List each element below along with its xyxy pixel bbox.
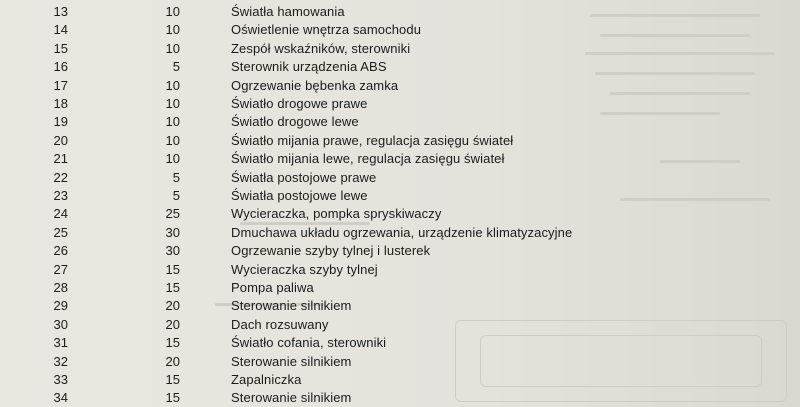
fuse-amperage: 10 xyxy=(165,151,180,167)
table-row xyxy=(0,113,800,131)
fuse-description: Wycieraczka szyby tylnej xyxy=(231,261,378,277)
table-row xyxy=(0,297,800,315)
table-row xyxy=(0,261,800,279)
fuse-number: 21 xyxy=(53,151,68,167)
fuse-description: Oświetlenie wnętrza samochodu xyxy=(231,22,422,38)
fuse-number: 16 xyxy=(53,59,68,75)
table-row xyxy=(0,371,800,389)
fuse-amperage: 15 xyxy=(165,390,180,405)
fuse-amperage: 20 xyxy=(165,353,180,369)
fuse-description: Światło drogowe prawe xyxy=(231,96,368,111)
table-row xyxy=(0,3,800,21)
fuse-amperage: 10 xyxy=(165,96,180,111)
fuse-amperage: 25 xyxy=(165,206,180,222)
fuse-number: 24 xyxy=(53,206,68,222)
fuse-number: 17 xyxy=(53,77,68,93)
table-row xyxy=(0,389,800,407)
fuse-number: 32 xyxy=(53,353,68,369)
fuse-amperage: 10 xyxy=(165,132,180,148)
fuse-number: 23 xyxy=(53,188,68,203)
fuse-amperage: 15 xyxy=(165,261,180,277)
fuse-number: 15 xyxy=(53,40,68,56)
table-row xyxy=(0,95,800,113)
table-row xyxy=(0,169,800,187)
fuse-description: Światła postojowe lewe xyxy=(231,188,368,203)
fuse-description: Sterownik urządzenia ABS xyxy=(231,59,387,75)
fuse-description: Ogrzewanie szyby tylnej i lusterek xyxy=(231,243,431,259)
fuse-number: 19 xyxy=(53,114,68,130)
fuse-number: 22 xyxy=(53,169,68,185)
fuse-number: 27 xyxy=(53,261,68,277)
fuse-number: 13 xyxy=(53,4,68,19)
table-row xyxy=(0,334,800,352)
fuse-amperage: 5 xyxy=(172,169,180,185)
fuse-description: Sterowanie silnikiem xyxy=(231,298,352,314)
fuse-description: Światła postojowe prawe xyxy=(231,169,377,185)
fuse-amperage: 10 xyxy=(165,77,180,93)
fuse-amperage: 30 xyxy=(165,224,180,240)
fuse-amperage: 20 xyxy=(165,298,180,314)
fuse-description: Sterowanie silnikiem xyxy=(231,390,352,405)
fuse-number: 33 xyxy=(53,372,68,387)
fuse-number: 30 xyxy=(53,316,68,332)
table-row xyxy=(0,58,800,76)
fuse-number: 29 xyxy=(53,298,68,314)
fuse-amperage: 15 xyxy=(165,372,180,387)
fuse-amperage: 10 xyxy=(165,4,180,19)
fuse-amperage: 30 xyxy=(165,243,180,259)
table-row xyxy=(0,242,800,260)
fuse-number: 31 xyxy=(53,335,68,351)
fuse-description: Dmuchawa układu ogrzewania, urządzenie klimatyzacyjne xyxy=(231,224,573,240)
fuse-description: Sterowanie silnikiem xyxy=(231,353,352,369)
fuse-description: Światła hamowania xyxy=(231,4,345,19)
fuse-amperage: 10 xyxy=(165,22,180,38)
fuse-amperage: 20 xyxy=(165,316,180,332)
fuse-number: 20 xyxy=(53,132,68,148)
fuse-amperage: 5 xyxy=(172,59,180,75)
fuse-amperage: 10 xyxy=(165,114,180,130)
fuse-description: Światło drogowe lewe xyxy=(231,114,359,130)
fuse-description: Światło mijania prawe, regulacja zasięgu świateł xyxy=(231,132,514,148)
fuse-description: Światło cofania, sterowniki xyxy=(231,335,387,351)
fuse-number: 18 xyxy=(53,96,68,111)
fuse-amperage: 15 xyxy=(165,335,180,351)
fuse-description: Światło mijania lewe, regulacja zasięgu świateł xyxy=(231,151,505,167)
table-row xyxy=(0,132,800,150)
fuse-description: Pompa paliwa xyxy=(231,280,314,295)
table-row xyxy=(0,205,800,223)
fuse-amperage: 15 xyxy=(165,280,180,295)
table-row xyxy=(0,150,800,168)
fuse-description: Wycieraczka, pompka spryskiwaczy xyxy=(231,206,442,222)
fuse-number: 26 xyxy=(53,243,68,259)
table-row xyxy=(0,224,800,242)
fuse-description: Ogrzewanie bębenka zamka xyxy=(231,77,399,93)
table-row xyxy=(0,316,800,334)
table-row xyxy=(0,353,800,371)
table-row xyxy=(0,187,800,205)
table-row xyxy=(0,21,800,39)
fuse-number: 14 xyxy=(53,22,68,38)
fuse-description: Dach rozsuwany xyxy=(231,316,329,332)
table-row xyxy=(0,77,800,95)
table-row xyxy=(0,279,800,297)
fuse-description: Zespół wskaźników, sterowniki xyxy=(231,40,411,56)
fuse-number: 34 xyxy=(53,390,68,405)
table-row xyxy=(0,40,800,58)
fuse-number: 25 xyxy=(53,224,68,240)
fuse-number: 28 xyxy=(53,280,68,295)
fuse-amperage: 10 xyxy=(165,40,180,56)
fuse-description: Zapalniczka xyxy=(231,372,302,387)
fuse-amperage: 5 xyxy=(172,188,180,203)
